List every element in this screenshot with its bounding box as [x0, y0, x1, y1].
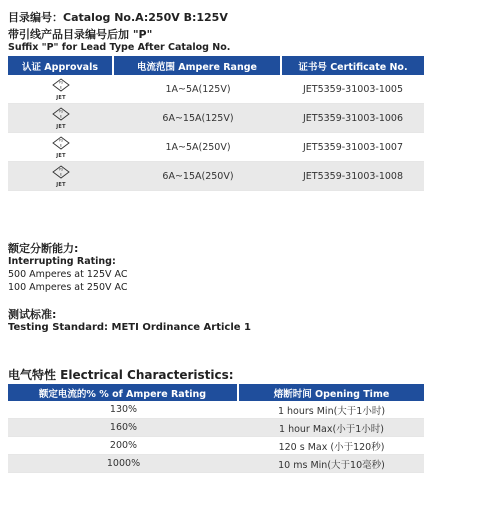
approvals-header-range: 电流范围 Ampere Range [114, 56, 282, 75]
jet-mark-icon [51, 165, 71, 187]
table-row [8, 437, 424, 455]
svg-text:PS: PS [59, 138, 63, 143]
jet-mark-label: JET [56, 124, 66, 130]
certificate-cell: JET5359-31003-1006 [282, 104, 424, 133]
interrupting-line: 100 Amperes at 250V AC [8, 282, 128, 293]
certificate-cell: JET5359-31003-1007 [282, 133, 424, 162]
interrupting-line: 500 Amperes at 125V AC [8, 269, 128, 280]
opening-time-cell: 120 s Max (小于120秒) [239, 437, 424, 455]
svg-text:E: E [59, 114, 63, 119]
approval-mark-cell [8, 75, 114, 104]
rating-cell: 160% [8, 419, 239, 437]
svg-text:E: E [59, 85, 63, 90]
table-row [8, 162, 424, 191]
jet-mark-label: JET [56, 182, 66, 188]
table-row [8, 419, 424, 437]
suffix-note-en: Suffix "P" for Lead Type After Catalog No. [8, 42, 231, 53]
table-row [8, 455, 424, 473]
ampere-range-cell: 6A~15A(250V) [114, 162, 282, 191]
certificate-cell: JET5359-31003-1005 [282, 75, 424, 104]
approval-mark-cell [8, 133, 114, 162]
electrical-table [8, 384, 424, 473]
testing-standard: Testing Standard: METI Ordinance Article 1 [8, 322, 251, 333]
jet-mark-label: JET [56, 95, 66, 101]
table-row [8, 401, 424, 419]
approvals-header-row [8, 56, 424, 75]
certificate-cell: JET5359-31003-1008 [282, 162, 424, 191]
jet-mark-icon [51, 136, 71, 158]
electrical-title: 电气特性 Electrical Characteristics: [8, 368, 234, 382]
svg-text:PS: PS [59, 109, 63, 114]
electrical-header-time: 熔断时间 Opening Time [239, 384, 424, 401]
approval-mark-cell [8, 104, 114, 133]
electrical-header-rating: 额定电流的% % of Ampere Rating [8, 384, 239, 401]
svg-text:E: E [59, 143, 63, 148]
jet-mark-icon [51, 78, 71, 100]
approvals-header-approvals: 认证 Approvals [8, 56, 114, 75]
suffix-note-cn: 带引线产品目录编号后加 "P" [8, 28, 153, 41]
approval-mark-cell [8, 162, 114, 191]
table-row [8, 133, 424, 162]
rating-cell: 130% [8, 401, 239, 419]
ampere-range-cell: 1A~5A(125V) [114, 75, 282, 104]
jet-mark-label: JET [56, 153, 66, 159]
rating-cell: 1000% [8, 455, 239, 473]
svg-text:PS: PS [59, 167, 63, 172]
opening-time-cell: 1 hour Max(小于1小时) [239, 419, 424, 437]
approvals-table [8, 56, 424, 191]
electrical-header-row [8, 384, 424, 401]
interrupting-title-en: Interrupting Rating: [8, 256, 116, 267]
catalog-number-line: 目录编号：Catalog No.A:250V B:125V [8, 11, 228, 24]
approvals-header-cert: 证书号 Certificate No. [282, 56, 424, 75]
svg-text:E: E [59, 172, 63, 177]
jet-mark-icon [51, 107, 71, 129]
ampere-range-cell: 1A~5A(250V) [114, 133, 282, 162]
testing-title-cn: 测试标准: [8, 308, 57, 321]
svg-text:PS: PS [59, 80, 63, 85]
ampere-range-cell: 6A~15A(125V) [114, 104, 282, 133]
table-row [8, 104, 424, 133]
opening-time-cell: 10 ms Min(大于10毫秒) [239, 455, 424, 473]
rating-cell: 200% [8, 437, 239, 455]
opening-time-cell: 1 hours Min(大于1小时) [239, 401, 424, 419]
table-row [8, 75, 424, 104]
interrupting-title-cn: 额定分断能力: [8, 242, 79, 255]
